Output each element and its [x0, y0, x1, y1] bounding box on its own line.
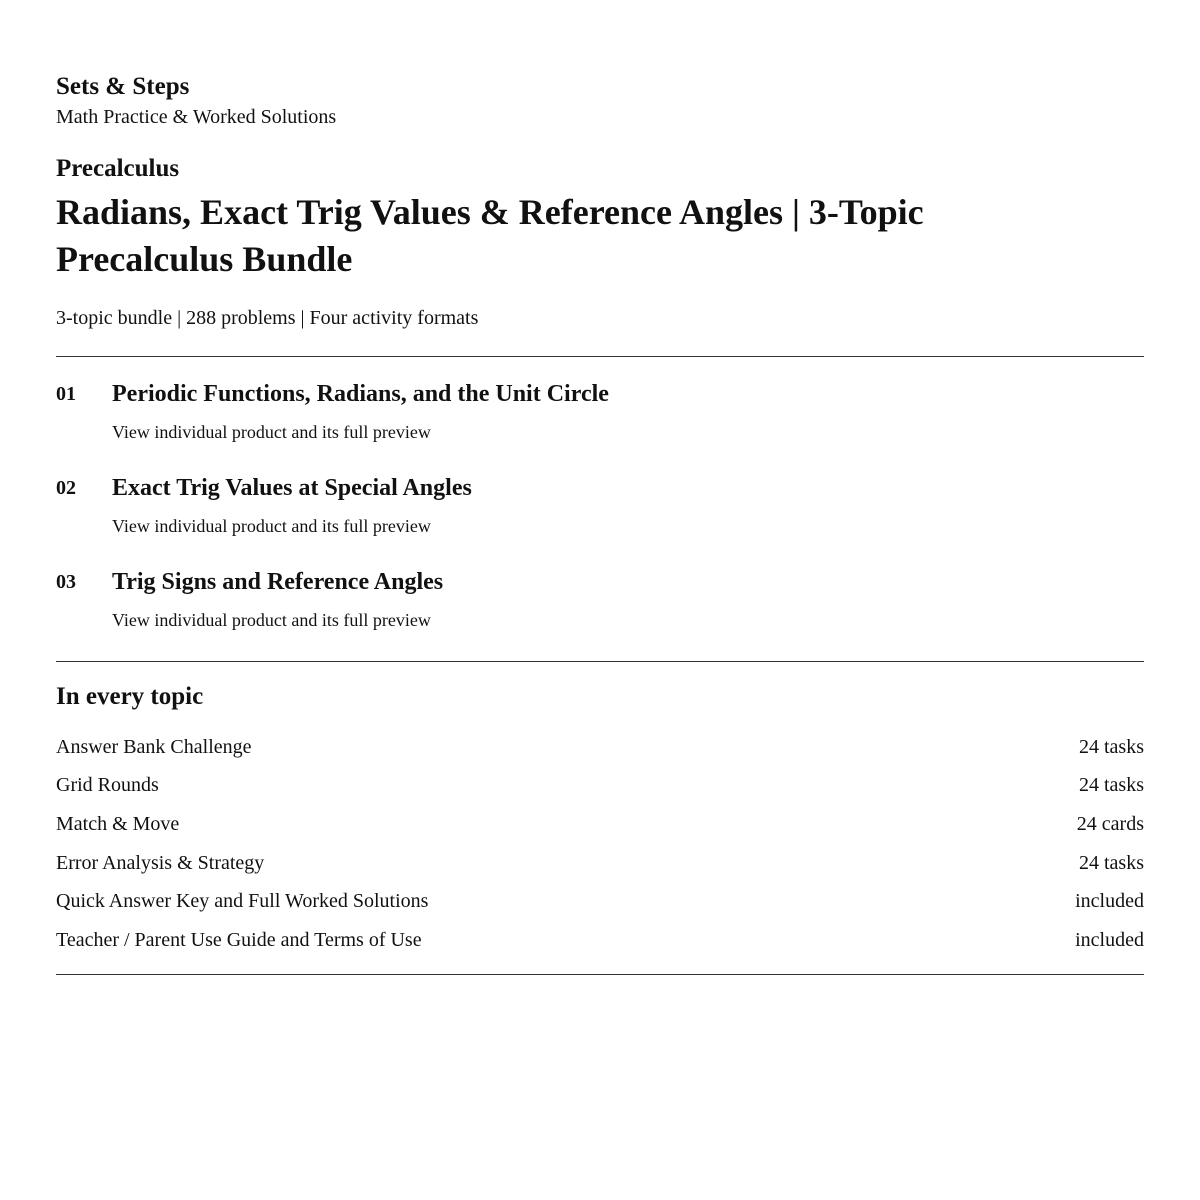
topic-title: Exact Trig Values at Special Angles — [112, 475, 472, 501]
feature-label: Match & Move — [56, 812, 180, 835]
view-product-link[interactable]: View individual product and its full preview — [112, 610, 431, 630]
divider — [56, 356, 1144, 357]
feature-row — [56, 767, 1144, 806]
product-title: Radians, Exact Trig Values & Reference Angles | 3-Topic Precalculus Bundle — [56, 192, 924, 279]
brand-tagline: Math Practice & Worked Solutions — [56, 106, 337, 128]
topic-body — [112, 473, 472, 538]
topic-item — [56, 567, 1144, 632]
feature-label: Quick Answer Key and Full Worked Solutions — [56, 890, 429, 913]
feature-label: Grid Rounds — [56, 774, 159, 797]
divider — [56, 661, 1144, 662]
features-section — [56, 682, 1144, 960]
feature-row — [56, 921, 1144, 960]
topic-list — [56, 379, 1144, 632]
feature-label: Error Analysis & Strategy — [56, 851, 265, 874]
topic-item — [56, 473, 1144, 538]
feature-value: included — [1075, 890, 1144, 913]
subject-label: Precalculus — [56, 155, 180, 182]
feature-row — [56, 844, 1144, 883]
topic-item — [56, 379, 1144, 444]
feature-row — [56, 805, 1144, 844]
feature-label: Answer Bank Challenge — [56, 735, 252, 758]
feature-value: 24 tasks — [1079, 774, 1144, 797]
features-heading: In every topic — [56, 683, 204, 710]
view-product-link[interactable]: View individual product and its full preview — [112, 516, 431, 536]
feature-value: included — [1075, 928, 1144, 951]
topic-number: 01 — [56, 383, 76, 405]
topic-body — [112, 379, 609, 444]
product-summary: 3-topic bundle | 288 problems | Four activity formats — [56, 307, 479, 329]
topic-number: 03 — [56, 571, 76, 593]
feature-value: 24 cards — [1076, 812, 1144, 835]
feature-row — [56, 728, 1144, 767]
feature-list — [56, 728, 1144, 960]
topic-title: Trig Signs and Reference Angles — [112, 569, 444, 595]
divider — [56, 974, 1144, 975]
topic-number: 02 — [56, 477, 76, 499]
view-product-link[interactable]: View individual product and its full preview — [112, 422, 431, 442]
product-header — [56, 154, 1144, 331]
feature-value: 24 tasks — [1079, 735, 1144, 758]
brand-name: Sets & Steps — [56, 73, 190, 100]
topic-title: Periodic Functions, Radians, and the Unit Circle — [112, 381, 609, 407]
brand-header — [56, 72, 1144, 130]
topic-body — [112, 567, 443, 632]
feature-row — [56, 882, 1144, 921]
feature-label: Teacher / Parent Use Guide and Terms of Use — [56, 928, 422, 951]
feature-value: 24 tasks — [1079, 851, 1144, 874]
